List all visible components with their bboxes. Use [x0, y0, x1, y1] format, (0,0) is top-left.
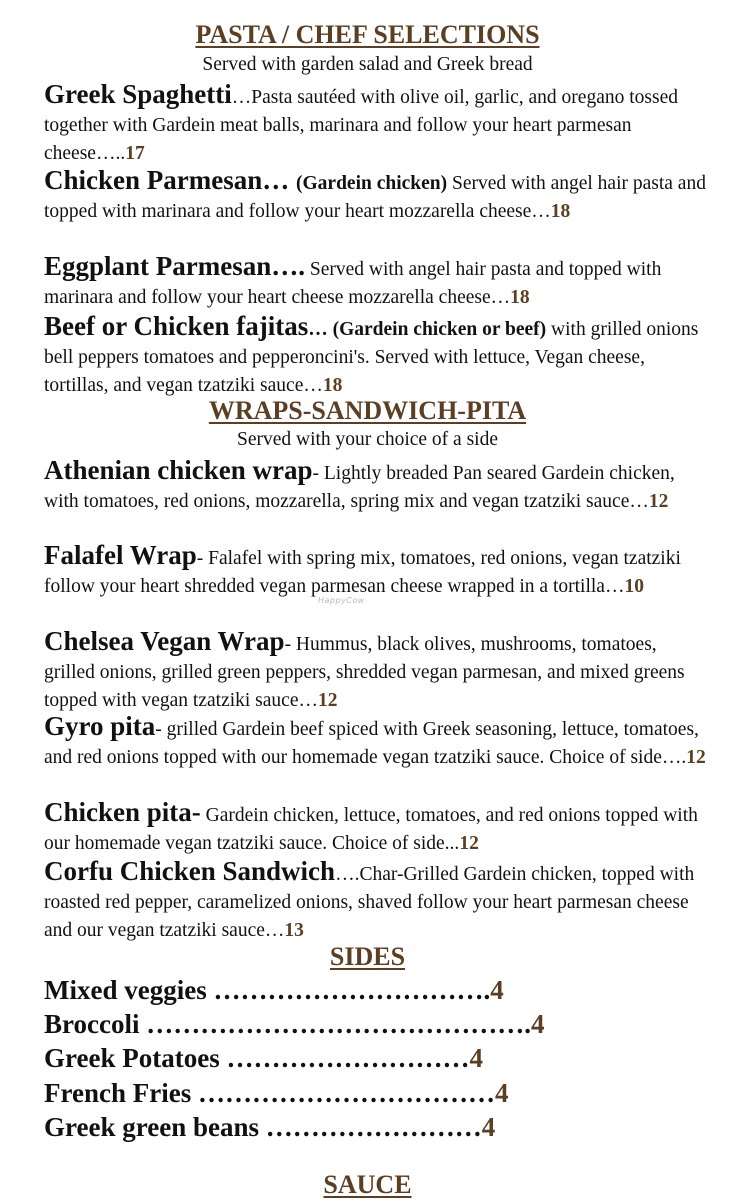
item-note: (Gardein chicken) [296, 173, 448, 194]
menu-item-gyro-pita [44, 712, 709, 772]
item-note: … (Gardein chicken or beef) [308, 319, 547, 340]
item-name: Greek Spaghetti [44, 79, 232, 109]
menu-item-corfu-sandwich [44, 857, 709, 945]
side-item-greek-potatoes [44, 1041, 483, 1075]
item-price: 12 [686, 747, 706, 768]
side-label: Broccoli ……………………………………. [44, 1009, 531, 1039]
wraps-heading: WRAPS-SANDWICH-PITA [208, 396, 527, 425]
item-price: 13 [284, 920, 304, 941]
menu-item-chicken-parmesan [44, 166, 709, 226]
side-item-broccoli [44, 1007, 544, 1041]
item-name: Gyro pita [44, 711, 156, 741]
side-item-greek-green-beans [44, 1110, 495, 1144]
side-price: 4 [469, 1043, 483, 1073]
wraps-subtitle: Served with your choice of a side [236, 429, 498, 450]
item-name: Beef or Chicken fajitas [44, 311, 309, 341]
item-price: 18 [322, 375, 343, 396]
watermark: HappyCow [318, 596, 365, 605]
item-name: Chicken pita- [44, 797, 201, 827]
item-price: 18 [550, 201, 571, 222]
menu-item-falafel-wrap [44, 541, 709, 601]
menu-item-athenian-wrap [44, 456, 709, 516]
pasta-heading: PASTA / CHEF SELECTIONS [195, 20, 540, 49]
item-name: Athenian chicken wrap [44, 455, 313, 485]
item-desc: Served with angel hair pasta and topped with marinara and follow your heart mozzarella cheese… [44, 173, 706, 222]
side-item-french-fries [44, 1076, 508, 1110]
side-label: French Fries …………………………… [44, 1078, 495, 1108]
item-price: 12 [459, 833, 479, 854]
item-name: Chicken Parmesan… [44, 165, 296, 195]
menu-item-eggplant-parmesan [44, 252, 709, 312]
item-desc: ….Char-Grilled Gardein chicken, topped with roasted red pepper, caramelized onions, shaved follow your heart parmesan cheese and our vegan tzatziki sauce… [44, 864, 695, 941]
item-desc: Gardein chicken, lettuce, tomatoes, and red onions topped with our homemade vegan tzatziki sauce. Choice of side... [44, 805, 698, 854]
menu-item-chicken-pita [44, 798, 709, 858]
item-price: 10 [624, 576, 644, 597]
sides-heading: SIDES [329, 942, 406, 971]
item-name: Falafel Wrap [44, 540, 197, 570]
item-desc: with grilled onions bell peppers tomatoes and pepperoncini's. Served with lettuce, Vegan cheese, tortillas, and vegan tzatziki sauce… [44, 319, 699, 396]
sauce-heading: SAUCE [323, 1170, 412, 1199]
item-price: 12 [648, 491, 669, 512]
item-name: Eggplant Parmesan…. [44, 251, 306, 281]
pasta-subtitle: Served with garden salad and Greek bread [202, 54, 533, 75]
side-label: Greek Potatoes ……………………… [44, 1043, 470, 1073]
item-desc: - Lightly breaded Pan seared Gardein chicken, with tomatoes, red onions, mozzarella, spring mix and vegan tzatziki sauce… [44, 463, 675, 512]
item-desc: - Hummus, black olives, mushrooms, tomatoes, grilled onions, grilled green peppers, shredded vegan parmesan, and mixed greens topped with vegan tzatziki sauce… [44, 634, 685, 711]
menu-item-greek-spaghetti [44, 80, 709, 168]
side-price: 4 [530, 1009, 545, 1039]
menu-item-fajitas [44, 312, 709, 400]
side-label: Greek green beans …………………… [44, 1112, 482, 1142]
item-name: Chelsea Vegan Wrap [44, 626, 285, 656]
side-label: Mixed veggies …………………………. [44, 975, 491, 1005]
item-price: 18 [510, 287, 530, 308]
item-desc: - grilled Gardein beef spiced with Greek seasoning, lettuce, tomatoes, and red onions topped with our homemade vegan tzatziki sauce. Choice of side…. [44, 719, 699, 768]
menu-item-chelsea-wrap [44, 627, 709, 715]
item-price: 12 [318, 690, 338, 711]
side-item-mixed-veggies [44, 973, 504, 1007]
side-price: 4 [490, 975, 504, 1005]
item-desc: …Pasta sautéed with olive oil, garlic, and oregano tossed together with Gardein meat balls, marinara and follow your heart parmesan cheese….. [44, 87, 678, 164]
side-price: 4 [481, 1112, 496, 1142]
item-name: Corfu Chicken Sandwich [44, 856, 336, 886]
item-desc: - Falafel with spring mix, tomatoes, red onions, vegan tzatziki follow your heart shredded vegan parmesan cheese wrapped in a tortilla… [44, 548, 681, 597]
side-price: 4 [494, 1078, 509, 1108]
item-price: 17 [125, 143, 145, 164]
item-desc: Served with angel hair pasta and topped with marinara and follow your heart cheese mozzarella cheese… [44, 259, 662, 308]
